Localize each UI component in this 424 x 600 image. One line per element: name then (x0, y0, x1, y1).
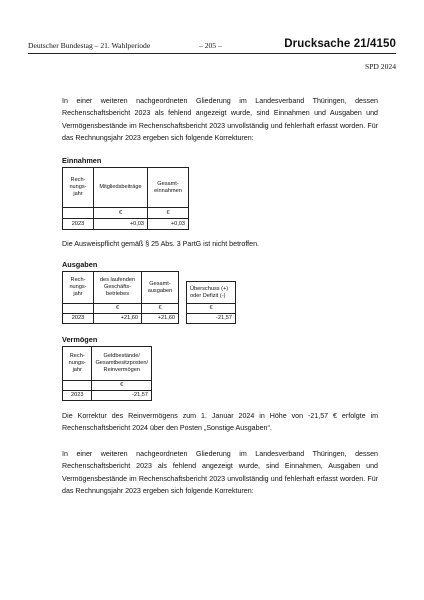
document-number (284, 38, 396, 50)
unit-cell: € (142, 304, 179, 314)
correction-paragraph: Die Korrektur des Reinvermögens zum 1. Januar 2024 in Höhe von -21,57 € erfolgte im Rechenschaftsbericht 2024 über den Posten „Sonstige Ausgaben“. (62, 412, 378, 433)
heading-vermoegen: Vermögen (62, 335, 98, 344)
heading-ausgaben: Ausgaben (62, 260, 98, 269)
unit-cell-empty (63, 208, 94, 219)
col-header-mitgliedsbeitraege: Mitgliedsbeiträge (94, 168, 148, 208)
running-header-title: Deutscher Bundestag – 21. Wahlperiode (28, 41, 151, 50)
unit-cell: € (148, 208, 189, 219)
table-vermoegen (62, 346, 152, 401)
unit-cell-empty (63, 381, 92, 391)
col-header-gesamteinnahmen: Gesamt- einnahmen (148, 168, 189, 208)
col-header-year: Rech- nungs- jahr (63, 168, 94, 208)
second-intro-paragraph: In einer weiteren nachgeordneten Gliederung im Landesverband Thüringen, dessen Rechenschaftsbericht 2023 als fehlend angezeigt wurde, sind Einnahmen, Ausgaben und Vermögensbestände im Rechenschaftsbericht 2023 unvollständig und fehlerhaft erfasst worden. Für das Rechnungsjahr 2023 ergeben sich folgende Korrekturen: (62, 450, 378, 496)
col-header-gesamtausgaben: Gesamt- ausgaben (142, 272, 179, 304)
heading-einnahmen: Einnahmen (62, 156, 102, 165)
page-number: – 205 – (199, 41, 222, 50)
unit-cell-empty (63, 304, 94, 314)
value-cell: -21,57 (92, 391, 152, 401)
col-header-laufender-betrieb: des laufenden Geschäfts- betriebes (94, 272, 142, 304)
value-cell: +0,03 (148, 219, 189, 230)
value-cell: +21,60 (94, 314, 142, 324)
table-einnahmen (62, 167, 189, 230)
party-label: SPD 2024 (364, 62, 396, 71)
col-header-year: Rech- nungs- jahr (63, 347, 92, 381)
col-header-year: Rech- nungs- jahr (63, 272, 94, 304)
year-cell: 2023 (63, 391, 92, 401)
unit-cell: € (94, 304, 142, 314)
year-cell: 2023 (63, 219, 94, 230)
value-cell: -21,57 (187, 314, 236, 324)
col-header-reinvermoegen: Geldbestände/ Gesamtbesitzposten/ Reinvermögen (92, 347, 152, 381)
header-rule (28, 53, 396, 54)
document-number-value: 4150 (370, 38, 396, 50)
value-cell: +21,60 (142, 314, 179, 324)
note-ausweispflicht: Die Ausweispflicht gemäß § 25 Abs. 3 PartG ist nicht betroffen. (62, 240, 260, 248)
table-ausgaben (62, 271, 179, 324)
intro-paragraph: In einer weiteren nachgeordneten Gliederung im Landesverband Thüringen, dessen Rechenschaftsbericht 2023 als fehlend angezeigt wurde, sind Einnahmen und Ausgaben und Vermögensbestände im Rechenschaftsbericht 2023 unvollständig und fehlerhaft erfasst worden. Für das Rechnungsjahr 2023 ergeben sich folgende Korrekturen: (62, 97, 378, 143)
unit-cell: € (187, 304, 236, 314)
year-cell: 2023 (63, 314, 94, 324)
unit-cell: € (92, 381, 152, 391)
value-cell: +0,03 (94, 219, 148, 230)
document-number-prefix: Drucksache 21/ (284, 38, 371, 50)
col-header-ueberschuss-defizit: Überschuss (+) oder Defizit (-) (187, 282, 236, 304)
table-ueberschuss (186, 281, 236, 324)
unit-cell: € (94, 208, 148, 219)
